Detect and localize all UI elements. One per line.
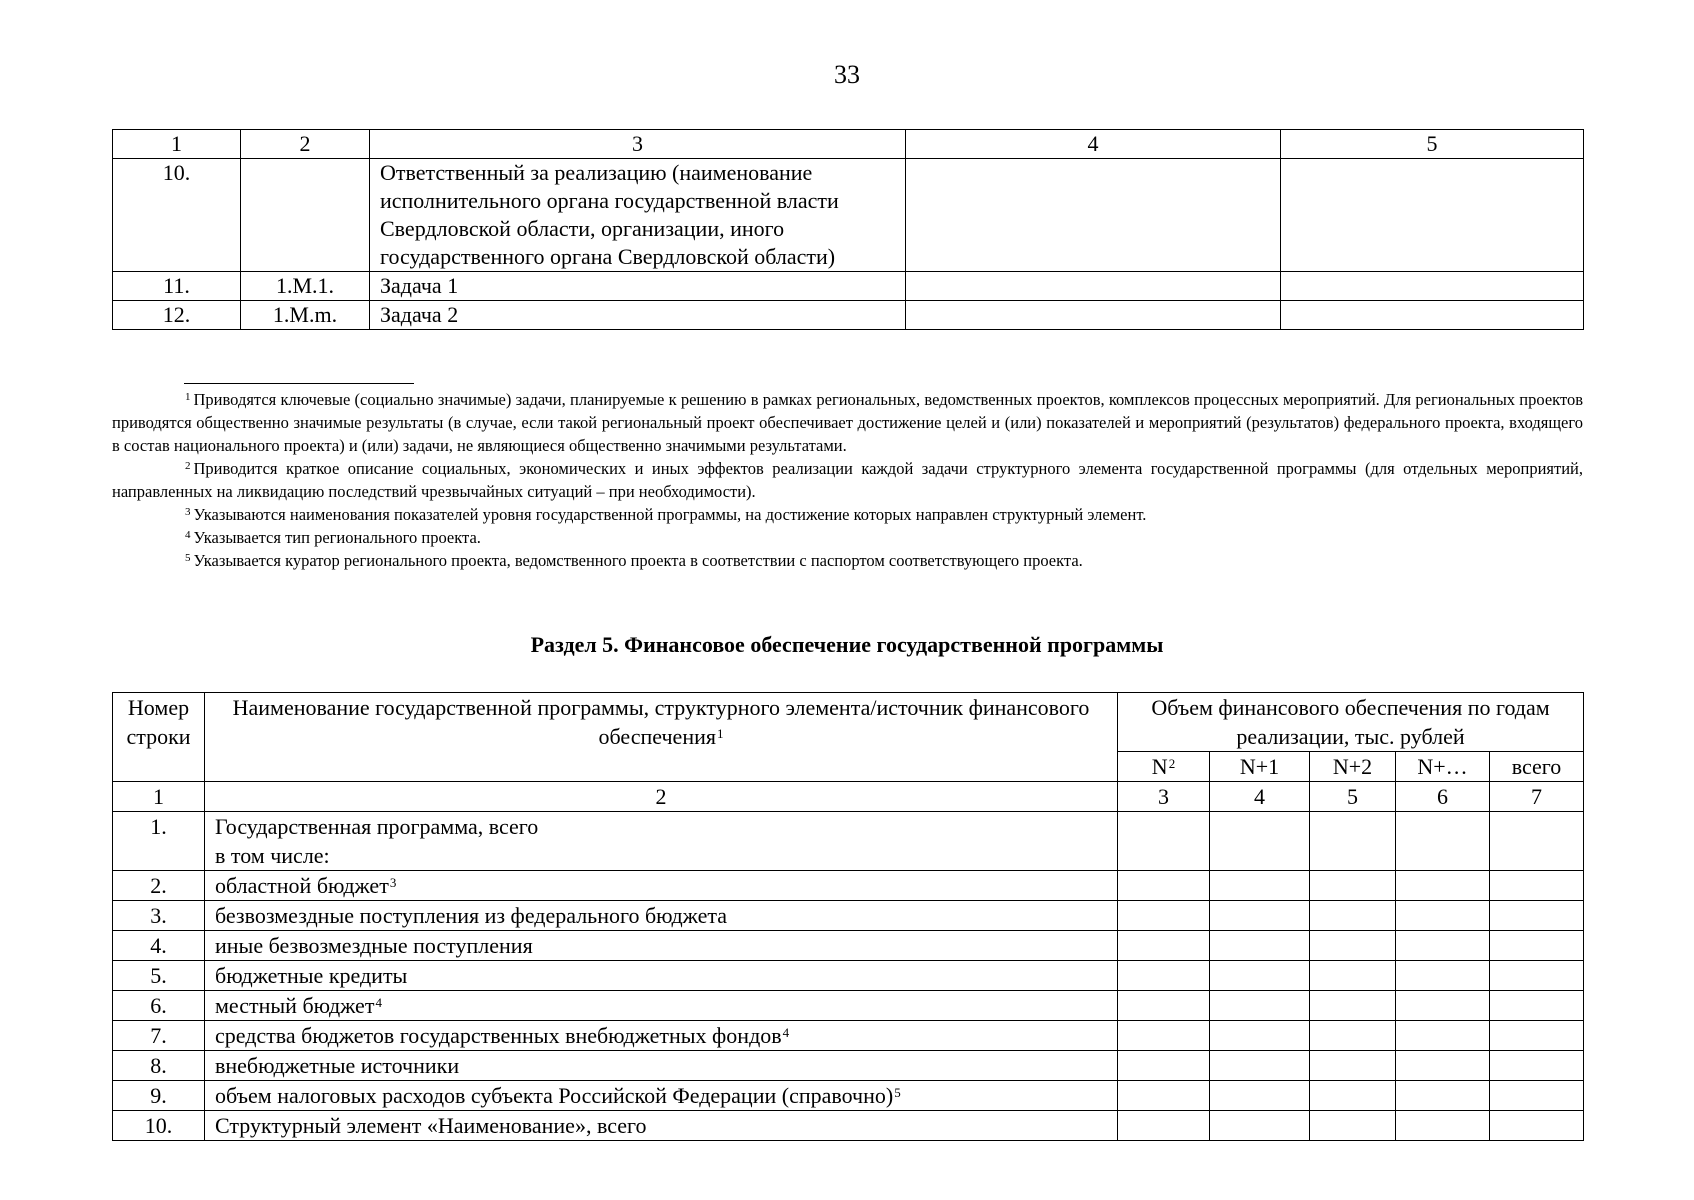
header-year-n1: N+1 xyxy=(1210,752,1310,782)
row-text: Задача 1 xyxy=(370,272,906,301)
column-number-7: 7 xyxy=(1490,782,1584,812)
table-financing xyxy=(112,692,1584,1141)
header-name-text: Наименование государственной программы, структурного элемента/источник финансового обеспечения xyxy=(232,695,1090,749)
row-name xyxy=(205,812,1118,871)
footnotes xyxy=(112,388,1583,572)
table-row xyxy=(113,901,1584,931)
row-number: 10. xyxy=(113,159,241,272)
footnote-ref: 5 xyxy=(894,1085,901,1100)
row-cell-4 xyxy=(906,301,1281,330)
section-title: Раздел 5. Финансовое обеспечение государственной программы xyxy=(530,632,1164,657)
row-number: 8. xyxy=(113,1051,205,1081)
footnote-mark: 2 xyxy=(185,460,191,472)
footnote-text: Указываются наименования показателей уровня государственной программы, на достижение которых направлен структурный элемент. xyxy=(193,505,1147,524)
footnote-separator xyxy=(184,383,414,384)
footnote-mark: 1 xyxy=(185,391,191,403)
row-number: 6. xyxy=(113,991,205,1021)
column-number-5: 5 xyxy=(1281,130,1584,159)
table-row xyxy=(113,272,1584,301)
row-name xyxy=(205,1081,1118,1111)
row-name: бюджетные кредиты xyxy=(205,961,1118,991)
row-name-text: местный бюджет xyxy=(215,993,375,1018)
column-numbers-row xyxy=(113,782,1584,812)
table-row xyxy=(113,991,1584,1021)
row-cell-4 xyxy=(906,272,1281,301)
row-name-text: средства бюджетов государственных внебюджетных фондов xyxy=(215,1023,782,1048)
column-number-4: 4 xyxy=(906,130,1281,159)
footnote-text: Приводятся ключевые (социально значимые) задачи, планируемые к решению в рамках региональных, ведомственных проектов, комплексов процессных мероприятий. Для региональных проектов приводятся общественно значимые результаты (в случае, если такой региональный проект обеспечивает достижение целей и (или) показателей и мероприятий (результатов) федерального проекта, входящего в состав национального проекта) и (или) задачи, не являющиеся общественно значимыми результатами. xyxy=(112,390,1583,455)
column-number-1: 1 xyxy=(113,782,205,812)
row-code: 1.М.m. xyxy=(241,301,370,330)
header-name xyxy=(205,693,1118,782)
header-volume: Объем финансового обеспечения по годам реализации, тыс. рублей xyxy=(1118,693,1584,752)
header-year-n xyxy=(1118,752,1210,782)
table-row xyxy=(113,1021,1584,1051)
footnote-text: Указывается тип регионального проекта. xyxy=(193,528,481,547)
column-number-2: 2 xyxy=(241,130,370,159)
row-number: 7. xyxy=(113,1021,205,1051)
table-structural-elements xyxy=(112,129,1584,330)
column-number-1: 1 xyxy=(113,130,241,159)
table-row xyxy=(113,931,1584,961)
year-label: N xyxy=(1151,754,1168,779)
footnote-1 xyxy=(112,388,1583,457)
footnote-text: Приводится краткое описание социальных, экономических и иных эффектов реализации каждой задачи структурного элемента государственной программы (для отдельных мероприятий, направленных на ликвидацию последствий чрезвычайных ситуаций – при необходимости). xyxy=(112,459,1583,501)
row-name: Структурный элемент «Наименование», всего xyxy=(205,1111,1118,1141)
row-number: 5. xyxy=(113,961,205,991)
table-row xyxy=(113,812,1584,871)
column-number-3: 3 xyxy=(370,130,906,159)
row-name-text: областной бюджет xyxy=(215,873,389,898)
row-name xyxy=(205,991,1118,1021)
row-cell-4 xyxy=(906,159,1281,272)
table-row xyxy=(113,1051,1584,1081)
row-cell-5 xyxy=(1281,159,1584,272)
column-number-5: 5 xyxy=(1310,782,1396,812)
column-number-2: 2 xyxy=(205,782,1118,812)
row-number: 11. xyxy=(113,272,241,301)
row-name-text: объем налоговых расходов субъекта Российской Федерации (справочно) xyxy=(215,1083,894,1108)
footnote-mark: 5 xyxy=(185,552,191,564)
row-code xyxy=(241,159,370,272)
footnote-3 xyxy=(112,503,1583,526)
table-row xyxy=(113,1111,1584,1141)
footnote-2 xyxy=(112,457,1583,503)
row-name xyxy=(205,871,1118,901)
footnote-text: Указывается куратор регионального проекта, ведомственного проекта в соответствии с паспортом соответствующего проекта. xyxy=(193,551,1083,570)
row-cell-5 xyxy=(1281,301,1584,330)
footnote-ref: 3 xyxy=(389,875,397,890)
table-row xyxy=(113,159,1584,272)
column-number-4: 4 xyxy=(1210,782,1310,812)
footnote-mark: 3 xyxy=(185,506,191,518)
column-number-3: 3 xyxy=(1118,782,1210,812)
table-row xyxy=(113,301,1584,330)
row-number: 10. xyxy=(113,1111,205,1141)
row-text: Ответственный за реализацию (наименование исполнительного органа государственной власти Свердловской области, организации, иного государственного органа Свердловской области) xyxy=(370,159,906,272)
table-row xyxy=(113,871,1584,901)
row-cell-5 xyxy=(1281,272,1584,301)
row-name-line-2: в том числе: xyxy=(215,843,330,868)
table-header-row xyxy=(113,130,1584,159)
row-name xyxy=(205,1021,1118,1051)
footnote-ref: 4 xyxy=(782,1025,790,1040)
row-number: 2. xyxy=(113,871,205,901)
row-number: 1. xyxy=(113,812,205,871)
table-header-row xyxy=(113,693,1584,752)
row-name: безвозмездные поступления из федерального бюджета xyxy=(205,901,1118,931)
row-number: 12. xyxy=(113,301,241,330)
header-total: всего xyxy=(1490,752,1584,782)
column-number-6: 6 xyxy=(1396,782,1490,812)
row-name: внебюджетные источники xyxy=(205,1051,1118,1081)
footnote-4 xyxy=(112,526,1583,549)
footnote-ref: 1 xyxy=(716,726,724,741)
row-name-line-1: Государственная программа, всего xyxy=(215,814,539,839)
footnote-ref: 4 xyxy=(375,995,382,1010)
row-text: Задача 2 xyxy=(370,301,906,330)
row-number: 9. xyxy=(113,1081,205,1111)
footnote-5 xyxy=(112,549,1583,572)
footnote-mark: 4 xyxy=(185,529,191,541)
row-name: иные безвозмездные поступления xyxy=(205,931,1118,961)
header-year-n2: N+2 xyxy=(1310,752,1396,782)
row-number: 4. xyxy=(113,931,205,961)
table-row xyxy=(113,1081,1584,1111)
header-year-nx: N+… xyxy=(1396,752,1490,782)
row-number: 3. xyxy=(113,901,205,931)
row-code: 1.М.1. xyxy=(241,272,370,301)
page-number: 33 xyxy=(834,60,860,89)
table-row xyxy=(113,961,1584,991)
header-row-number: Номер строки xyxy=(113,693,205,782)
footnote-ref: 2 xyxy=(1168,756,1176,771)
